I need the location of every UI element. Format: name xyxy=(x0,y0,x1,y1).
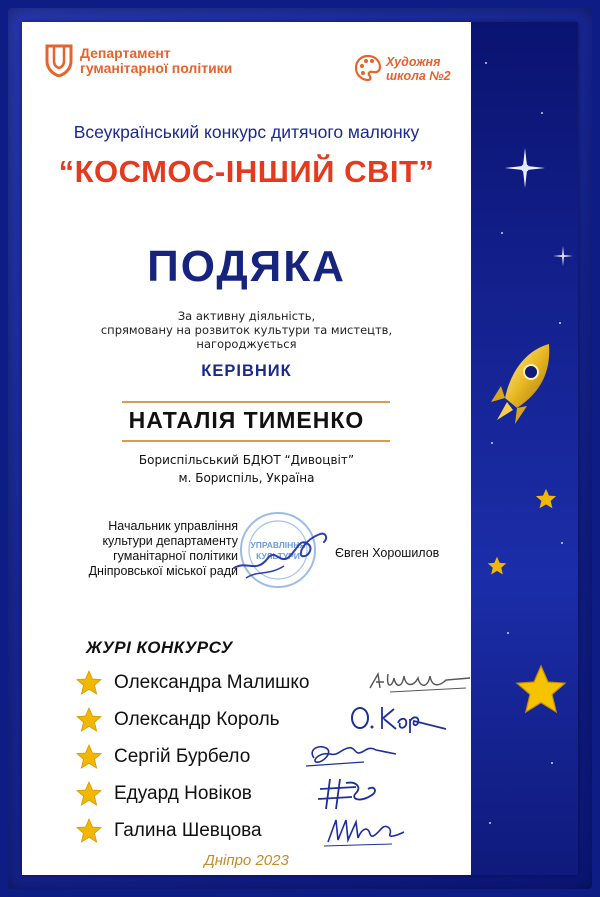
gold-star-icon xyxy=(487,556,507,576)
official-title-line2: культури департаменту xyxy=(102,534,238,548)
jury-member-name: Олександр Король xyxy=(114,709,280,730)
jury-signature xyxy=(366,666,476,700)
gold-star-icon xyxy=(535,488,557,510)
certificate-title: ПОДЯКА xyxy=(147,242,346,291)
stamp-text-line1: УПРАВЛІННЯ xyxy=(250,540,306,550)
gold-star-icon xyxy=(76,781,102,807)
jury-signature xyxy=(304,740,414,774)
certificate-body xyxy=(22,22,471,875)
jury-member xyxy=(76,777,456,814)
jury-member xyxy=(76,814,456,851)
sky-star-dot xyxy=(491,442,493,444)
jury-member xyxy=(76,703,456,740)
sky-star-dot xyxy=(541,112,543,114)
palette-icon xyxy=(354,54,382,82)
award-description-line3: нагороджується xyxy=(196,337,297,351)
sky-star-dot xyxy=(559,322,561,324)
jury-signature xyxy=(322,814,432,848)
art-school-name xyxy=(386,55,451,83)
official-title-line4: Дніпровської міської ради xyxy=(88,564,238,578)
department-logo-icon xyxy=(44,43,74,77)
sky-star-dot xyxy=(485,62,487,64)
award-description xyxy=(22,309,471,351)
gold-star-icon xyxy=(76,744,102,770)
jury-member xyxy=(76,666,456,703)
sky-star-dot xyxy=(561,542,563,544)
jury-list xyxy=(76,666,456,851)
department-name-line2: гуманітарної політики xyxy=(80,60,233,76)
sky-star-dot xyxy=(507,632,509,634)
rocket-icon xyxy=(487,340,559,436)
recipient-organization xyxy=(22,451,471,487)
official-title-line1: Начальник управління xyxy=(108,519,238,533)
organization-line2: м. Бориспіль, Україна xyxy=(178,471,315,485)
award-description-line2: спрямовану на розвиток культури та мистецтв, xyxy=(100,323,393,337)
contest-name: “КОСМОС-ІНШИЙ СВІТ” xyxy=(58,154,435,189)
jury-member-name: Галина Шевцова xyxy=(114,820,262,841)
footer-place-year: Дніпро 2023 xyxy=(204,852,289,869)
jury-member-name: Едуард Новіков xyxy=(114,783,252,804)
official-title xyxy=(58,519,238,579)
jury-title: ЖУРІ КОНКУРСУ xyxy=(86,638,233,657)
official-name: Євген Хорошилов xyxy=(335,546,440,560)
sparkle-icon xyxy=(553,246,573,266)
contest-subtitle: Всеукраїнський конкурс дитячого малюнку xyxy=(73,122,420,142)
certificate xyxy=(22,22,578,875)
official-stamp xyxy=(228,508,334,592)
jury-signature xyxy=(316,777,426,811)
sky-star-dot xyxy=(501,232,503,234)
sky-star-dot xyxy=(489,822,491,824)
award-description-line1: За активну діяльність, xyxy=(177,309,316,323)
gold-star-icon xyxy=(515,664,567,716)
gold-star-icon xyxy=(76,818,102,844)
stamp-text-line2: КУЛЬТУРИ xyxy=(256,551,300,561)
sky-star-dot xyxy=(551,762,553,764)
recipient-name: НАТАЛІЯ ТИМЕНКО xyxy=(128,407,365,433)
art-school-line2: школа №2 xyxy=(386,69,451,83)
department-name xyxy=(80,46,232,76)
sparkle-icon xyxy=(505,148,545,188)
department-name-line1: Департамент xyxy=(80,45,171,61)
official-title-line3: гуманітарної політики xyxy=(113,549,238,563)
name-top-divider xyxy=(122,401,390,403)
gold-star-icon xyxy=(76,707,102,733)
art-school-line1: Художня xyxy=(386,55,441,69)
space-illustration xyxy=(471,22,578,875)
recipient-role: КЕРІВНИК xyxy=(201,362,292,380)
jury-member-name: Олександра Малишко xyxy=(114,672,310,693)
organization-line1: Бориспільський БДЮТ “Дивоцвіт” xyxy=(138,453,355,467)
gold-star-icon xyxy=(76,670,102,696)
name-bottom-divider xyxy=(122,440,390,442)
jury-signature xyxy=(346,703,456,737)
jury-member-name: Сергій Бурбело xyxy=(114,746,251,767)
jury-member xyxy=(76,740,456,777)
